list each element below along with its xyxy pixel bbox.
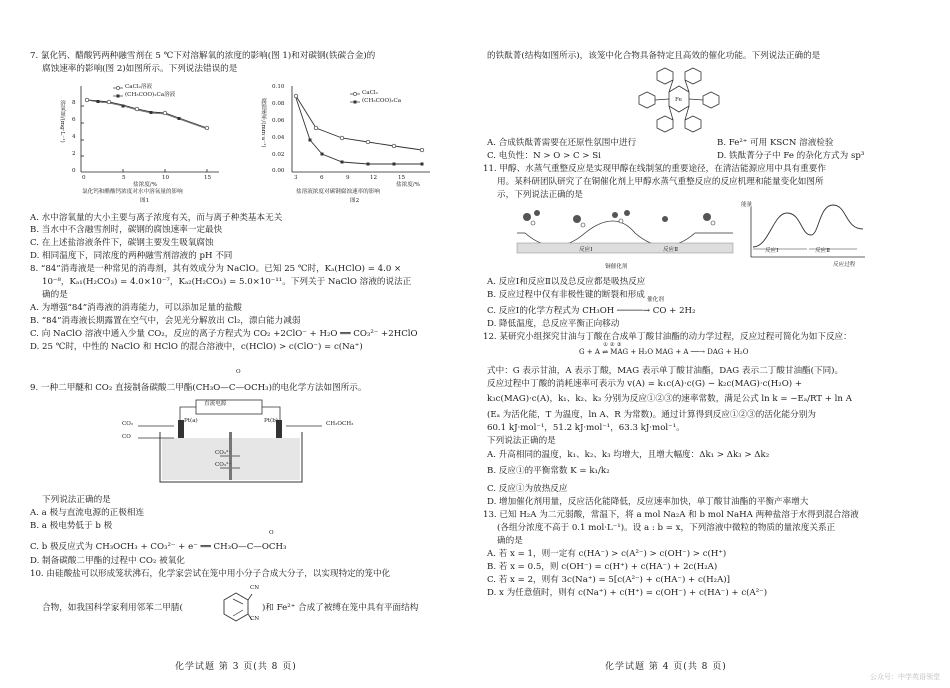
q8-option-c: C. 向 NaClO 溶液中通入少量 CO₂，反应的离子方程式为 CO₂ +2ClO⁻ + H₂O ══ CO₃²⁻ +2HClO bbox=[30, 329, 418, 339]
q12-equations: G + A ⇌ MAG + H₂O MAG + A ──→ DAG + H₂O bbox=[579, 348, 749, 356]
q11-energy-reaction2: 反应Ⅱ bbox=[815, 248, 830, 254]
phthalonitrile-structure bbox=[218, 590, 254, 624]
q8-stem-line1: 8. “84”消毒液是一种常见的消毒剂，其有效成分为 NaClO。已知 25 ℃时，Kₐ(HClO) = 4.0 × bbox=[30, 264, 402, 274]
fig1-legend-acetate: (CH₃COO)₂Ca溶液 bbox=[125, 92, 176, 98]
q9-mid-bottom: CO₃²⁻ bbox=[215, 462, 232, 468]
q10-stem-line2b: )和 Fe²⁺ 合成了被缚在笼中具有平面结构 bbox=[262, 603, 419, 613]
fig2-ytick-010: 0.10 bbox=[272, 84, 285, 90]
q11-progress-label: 反应过程 bbox=[833, 262, 856, 268]
watermark: 公众号：中学英语领堂 bbox=[870, 673, 940, 681]
q9-in-left: CO₂ bbox=[122, 421, 134, 427]
q11-catalyst-label: 铜催化剂 bbox=[605, 264, 628, 270]
fig1-ytick-8: 8 bbox=[72, 100, 76, 106]
fig1-ylabel: 溶氧量/(mg·L⁻¹) bbox=[59, 100, 65, 143]
fig2-cacl2-line bbox=[296, 96, 422, 150]
q12-line5: 60.1 kJ·mol⁻¹，51.2 kJ·mol⁻¹，63.3 kJ·mol⁻¹。 bbox=[487, 423, 685, 433]
q12-line4: (Eₐ 为活化能，T 为温度，ln A、R 为常数)。通过计算得到反应①②③的活化能分别为 bbox=[487, 410, 816, 420]
q8-stem-line3: 确的是 bbox=[42, 290, 68, 300]
fig2-xtick-12: 12 bbox=[370, 175, 378, 181]
q12-option-a: A. 升高相同的温度，k₁、k₂、k₃ 均增大，且增大幅度：Δk₁ > Δk₃ > Δk₂ bbox=[487, 450, 770, 460]
q11-reaction2-label: 反应Ⅱ bbox=[663, 247, 678, 253]
q9-option-a: A. a 极与直流电源的正极相连 bbox=[30, 508, 145, 518]
q10-option-b: B. Fe²⁺ 可用 KSCN 溶液检验 bbox=[717, 138, 834, 148]
right-page bbox=[475, 0, 950, 688]
q9-power-label: 直流电源 bbox=[204, 401, 227, 407]
fig2-legend-cacl2: CaCl₂ bbox=[362, 90, 378, 96]
q13-option-a: A. 若 x = 1，则一定有 c(HA⁻) > c(A²⁻) > c(OH⁻) > c(H⁺) bbox=[487, 549, 727, 559]
q12-line6: 下列说法正确的是 bbox=[487, 436, 556, 446]
fig2-ytick-000: 0.00 bbox=[272, 168, 285, 174]
fig1-title: 氯化钙和醋酸钙浓度对水中溶氧量的影响 bbox=[82, 189, 183, 195]
q13-option-d: D. x 为任意值时，则有 c(Na⁺) + c(H⁺) = c(OH⁻) + c(HA⁻) + c(A²⁻) bbox=[487, 588, 768, 598]
q9-out-right: CH₃OCH₃ bbox=[326, 421, 354, 427]
q7-option-b: B. 当水中不含融雪剂时，碳钢的腐蚀速率一定最快 bbox=[30, 225, 223, 235]
fig2-ytick-004: 0.04 bbox=[272, 135, 285, 141]
q9-option-d: D. 制备碳酸二甲酯的过程中 CO₂ 被氧化 bbox=[30, 556, 185, 566]
q12-stem: 12. 某研究小组探究甘油与丁酸在合成单丁酸甘油酯的动力学过程，反应过程可简化为如下反应： bbox=[483, 332, 852, 342]
q11-energy-reaction1: 反应Ⅰ bbox=[765, 248, 779, 254]
q11-option-b: B. 反应过程中仅有非极性键的断裂和形成 bbox=[487, 290, 645, 300]
q10-stem-line1: 10. 由硅酸盐可以形成笼状沸石，化学家尝试在笼中用小分子合成大分子，以实现特定的笼中化 bbox=[30, 569, 391, 579]
q12-line2: 反应过程中丁酸的消耗速率可表示为 v(A) = k₁c(A)·c(G) − k₂c(MAG)·c(H₂O) + bbox=[487, 379, 803, 389]
fig2-title: 盐溶液浓度对碳钢腐蚀速率的影响 bbox=[296, 189, 380, 195]
q9-electrode-b: Pt(b) bbox=[264, 418, 278, 424]
q13-stem-line1: 13. 已知 H₂A 为二元弱酸，常温下，将 a mol Na₂A 和 b mol NaHA 两种盐溶于水得到混合溶液 bbox=[483, 510, 859, 520]
q12-option-d: D. 增加催化剂用量，反应活化能降低，反应速率加快，单丁酸甘油酯的平衡产率增大 bbox=[487, 497, 809, 507]
fig2-ytick-002: 0.02 bbox=[272, 152, 285, 158]
q9-out-left: CO bbox=[122, 434, 131, 440]
q9-option-c-carbonyl-o: O bbox=[269, 530, 274, 536]
q12-option-c: C. 反应①为放热反应 bbox=[487, 484, 568, 494]
fig2-caption: 图2 bbox=[350, 198, 360, 204]
q13-option-b: B. 若 x = 0.5，则 c(OH⁻) = c(H⁺) + c(HA⁻) + 2c(H₂A) bbox=[487, 562, 718, 572]
q7-stem-line1: 7. 氯化钙、醋酸钙两种融雪剂在 5 ℃下对溶解氧的浓度的影响(图 1)和对碳钢(铁碳合金)的 bbox=[30, 51, 376, 61]
q7-stem-line2: 腐蚀速率的影响(图 2)如图所示。下列说法错误的是 bbox=[42, 64, 238, 74]
q12-option-b: B. 反应①的平衡常数 K = k₁/k₂ bbox=[487, 466, 610, 476]
fig1-caption: 图1 bbox=[140, 198, 150, 204]
q11-energy-label: 能量 bbox=[741, 202, 753, 208]
fig1-ytick-4: 4 bbox=[72, 134, 76, 140]
q8-stem-line2: 10⁻⁸，Kₐ₁(H₂CO₃) = 4.0×10⁻⁷，Kₐ₂(H₂CO₃) = 5.0×10⁻¹¹。下列关于 NaClO 溶液的说法正 bbox=[42, 277, 412, 287]
q8-option-b: B. “84”消毒液长期露置在空气中，会见光分解放出 Cl₂，漂白能力减弱 bbox=[30, 316, 301, 326]
fig2-acetate-line bbox=[296, 98, 422, 164]
q9-electrolysis-apparatus bbox=[130, 398, 360, 488]
q11-option-c: C. 反应Ⅰ的化学方程式为 CH₃OH ─────→ CO + 2H₂ bbox=[487, 306, 696, 316]
q9-stem: 9. 一种二甲醚和 CO₂ 直接制备碳酸二甲酯(CH₃O—C—OCH₃)的电化学方法如图所示。 bbox=[30, 383, 367, 393]
q7-option-a: A. 水中溶氧量的大小主要与离子浓度有关，而与离子种类基本无关 bbox=[30, 213, 283, 223]
fig2-ylabel: 腐蚀速率/(mm·a⁻¹) bbox=[260, 98, 266, 148]
q7-option-c: C. 在上述盐溶液条件下，碳钢主要发生吸氧腐蚀 bbox=[30, 238, 214, 248]
fig2-ytick-006: 0.06 bbox=[272, 118, 285, 124]
q11-stem-line1: 11. 甲醇、水蒸气重整反应是实现甲醇在线制氢的重要途径，在清洁能源应用中具有重要作 bbox=[483, 164, 826, 174]
q9-option-b: B. a 极电势低于 b 极 bbox=[30, 521, 113, 531]
fig2-xtick-6: 6 bbox=[320, 175, 324, 181]
fig2-legend-acetate: (CH₃COO)₂Ca bbox=[362, 98, 402, 104]
fig1-acetate-line bbox=[87, 100, 207, 129]
q12-equation-marks: ① ② ③ bbox=[603, 342, 622, 348]
q11-mechanism-figure bbox=[515, 203, 735, 265]
fig1-legend-cacl2: CaCl₂溶液 bbox=[125, 84, 153, 90]
fig2-xtick-15: 15 bbox=[398, 175, 406, 181]
q10-cn-top: CN bbox=[250, 585, 260, 591]
right-footer: 化学试题 第 4 页(共 8 页) bbox=[605, 662, 727, 672]
q7-option-d: D. 相同温度下，同浓度的两种融雪剂溶液的 pH 不同 bbox=[30, 251, 233, 261]
fig1-xtick-0: 0 bbox=[82, 175, 86, 181]
q11-stem-line2: 用。某科研团队研究了在铜催化剂上甲醇水蒸气重整反应的反应机理和能量变化如图所 bbox=[497, 177, 824, 187]
fig2-xtick-3: 3 bbox=[294, 175, 298, 181]
q9-mid-top: CO₃²⁻ bbox=[215, 450, 232, 456]
fig2-xtick-9: 9 bbox=[346, 175, 350, 181]
fig1-ytick-2: 2 bbox=[72, 151, 76, 157]
fig1-xtick-15: 15 bbox=[204, 175, 212, 181]
q9-option-c: C. b 极反应式为 CH₃OCH₃ + CO₃²⁻ + e⁻ ══ CH₃O—C—OCH₃ bbox=[30, 542, 287, 552]
q13-option-c: C. 若 x = 2，则有 3c(Na⁺) = 5[c(A²⁻) + c(HA⁻) + c(H₂A)] bbox=[487, 575, 731, 585]
q11-reaction1-label: 反应Ⅰ bbox=[579, 247, 593, 253]
q10-option-a: A. 合成铁酞菁需要在还原性氛围中进行 bbox=[487, 138, 637, 148]
fig1-ytick-6: 6 bbox=[72, 117, 76, 123]
fig2-ytick-008: 0.08 bbox=[272, 101, 285, 107]
q9-lead: 下列说法正确的是 bbox=[42, 495, 111, 505]
q10-continued: 的铁酞菁(结构如图所示)，该笼中化合物具备特定且高效的催化功能。下列说法正确的是 bbox=[487, 51, 821, 61]
q13-stem-line2: (各组分浓度不高于 0.1 mol·L⁻¹)。设 a : b = x，下列溶液中微粒的物质的量浓度关系正 bbox=[497, 523, 836, 533]
q8-option-d: D. 25 ℃时，中性的 NaClO 和 HClO 的混合溶液中，c(HClO) > c(ClO⁻) = c(Na⁺) bbox=[30, 342, 363, 352]
q11-option-d: D. 降低温度，总反应平衡正向移动 bbox=[487, 319, 620, 329]
q10-cn-bottom: CN bbox=[250, 616, 260, 622]
q10-option-d: D. 铁酞菁分子中 Fe 的杂化方式为 sp³ bbox=[717, 151, 865, 161]
q9-electrode-a: Pt(a) bbox=[184, 418, 198, 424]
fig1-xtick-5: 5 bbox=[122, 175, 126, 181]
q8-option-a: A. 为增强“84”消毒液的消毒能力，可以添加足量的盐酸 bbox=[30, 303, 242, 313]
q13-stem-line3: 确的是 bbox=[497, 536, 523, 546]
left-footer: 化学试题 第 3 页(共 8 页) bbox=[175, 662, 297, 672]
fig1-xtick-10: 10 bbox=[162, 175, 170, 181]
q12-line1: 式中：G 表示甘油，A 表示丁酸，MAG 表示单丁酸甘油酯，DAG 表示二丁酸甘油酯(下同)。 bbox=[487, 366, 844, 376]
fe-center-label: Fe bbox=[675, 97, 682, 103]
q11-option-a: A. 反应Ⅰ和反应Ⅱ以及总反应都是吸热反应 bbox=[487, 277, 646, 287]
q10-option-c: C. 电负性：N > O > C > Si bbox=[487, 151, 601, 161]
fig1-xlabel: 盐浓度/% bbox=[133, 182, 157, 188]
fig1-cacl2-line bbox=[87, 100, 207, 128]
q12-line3: k₃c(MAG)·c(A)，k₁、k₂、k₃ 分别为反应①②③的速率常数，满足公式 ln k = −Eₐ/RT + ln A bbox=[487, 394, 852, 404]
fig2-xlabel: 盐浓度/% bbox=[396, 182, 420, 188]
q11-stem-line3: 示，下列说法正确的是 bbox=[497, 190, 583, 200]
fig1-ytick-0: 0 bbox=[72, 168, 76, 174]
q10-stem-line2a: 合物，如我国科学家利用邻苯二甲腈( bbox=[42, 603, 183, 613]
q11-option-c-catalyst: 催化剂 bbox=[647, 297, 664, 303]
q9-stem-carbonyl-o: O bbox=[236, 369, 241, 375]
